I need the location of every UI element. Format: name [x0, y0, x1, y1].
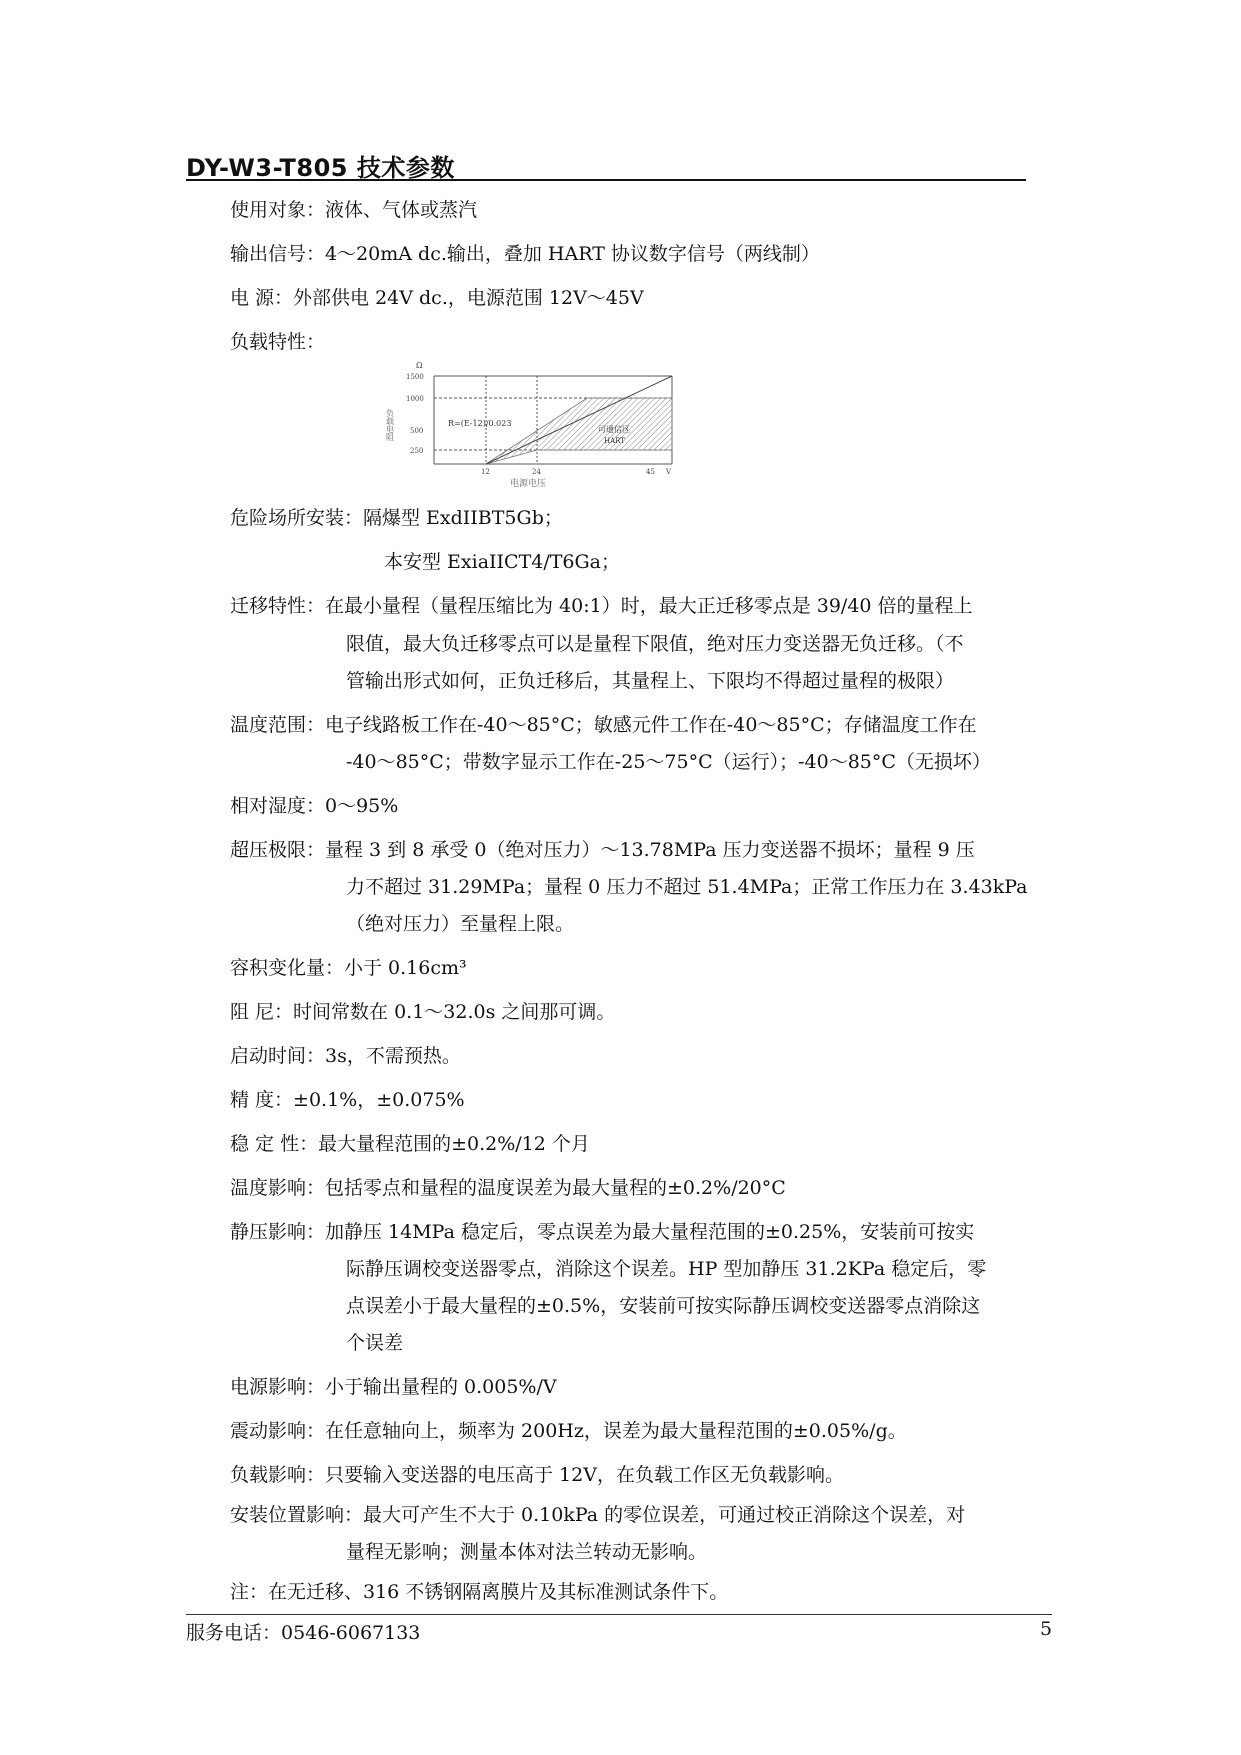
text-line: 超压极限：量程 3 到 8 承受 0（绝对压力）～13.78MPa 压力变送器不损坏；量程 9 压 [230, 839, 975, 861]
text-line: 危险场所安装：隔爆型 ExdIIBT5Gb； [230, 507, 563, 529]
text-line: 本安型 ExiaIICT4/T6Ga； [384, 551, 621, 573]
text-line: 容积变化量：小于 0.16cm³ [230, 957, 467, 979]
x-tick: 24 [532, 468, 541, 476]
load-characteristic-chart [382, 354, 684, 490]
text-line: 力不超过 31.29MPa；量程 0 压力不超过 51.4MPa；正常工作压力在 3.43kPa [346, 876, 1028, 898]
text-line: 管输出形式如何，正负迁移后，其量程上、下限均不得超过量程的极限） [346, 670, 955, 692]
text-line: 际静压调校变送器零点，消除这个误差。HP 型加静压 31.2KPa 稳定后，零 [346, 1258, 987, 1280]
text-line: 负载特性： [230, 331, 326, 353]
text-line: 精 度：±0.1%，±0.075% [230, 1089, 465, 1111]
text-line: 电 源：外部供电 24V dc.，电源范围 12V～45V [230, 287, 644, 309]
text-line: 量程无影响；测量本体对法兰转动无影响。 [346, 1541, 708, 1563]
x-unit: V [666, 468, 672, 476]
text-line: 注：在无迁移、316 不锈钢隔离膜片及其标准测试条件下。 [230, 1581, 729, 1603]
page-number: 5 [1040, 1618, 1053, 1640]
text-line: 电源影响：小于输出量程的 0.005%/V [230, 1376, 557, 1398]
y-unit: Ω [416, 361, 423, 370]
text-line: 温度影响：包括零点和量程的温度误差为最大量程的±0.2%/20°C [230, 1177, 786, 1199]
y-axis-label: 负载电阻 [385, 409, 395, 441]
text-line: 负载影响：只要输入变送器的电压高于 12V，在负载工作区无负载影响。 [230, 1464, 844, 1486]
text-line: 输出信号：4～20mA dc.输出，叠加 HART 协议数字信号（两线制） [230, 243, 820, 265]
y-tick: 1000 [406, 395, 424, 403]
footer-rule [186, 1614, 1052, 1615]
text-line: 相对湿度：0～95% [230, 795, 399, 817]
text-line: （绝对压力）至量程上限。 [346, 913, 575, 935]
text-line: 静压影响：加静压 14MPa 稳定后，零点误差为最大量程范围的±0.25%，安装前可按实 [230, 1221, 975, 1243]
y-tick: 500 [410, 427, 424, 435]
communication-region [486, 398, 672, 464]
text-line: 迁移特性：在最小量程（量程压缩比为 40:1）时，最大正迁移零点是 39/40 倍的量程上 [230, 595, 973, 617]
footer-phone: 服务电话：0546-6067133 [186, 1622, 421, 1644]
text-line: 阻 尼：时间常数在 0.1～32.0s 之间那可调。 [230, 1001, 616, 1023]
text-line: -40～85°C；带数字显示工作在-25～75°C（运行）；-40～85°C（无损坏） [346, 751, 991, 773]
x-tick: 12 [481, 468, 490, 476]
region-label: HART [604, 437, 625, 445]
formula-label: R=(E-12)/0.023 [448, 419, 512, 428]
page-title: DY-W3-T805 技术参数 [186, 154, 455, 182]
text-line: 温度范围：电子线路板工作在-40～85°C；敏感元件工作在-40～85°C；存储温度工作在 [230, 714, 977, 736]
x-tick: 45 [646, 468, 655, 476]
text-line: 限值，最大负迁移零点可以是量程下限值，绝对压力变送器无负迁移。（不 [346, 633, 964, 655]
y-tick: 1500 [406, 373, 424, 381]
text-line: 启动时间：3s，不需预热。 [230, 1045, 461, 1067]
title-rule [186, 179, 1026, 181]
text-line: 安装位置影响：最大可产生不大于 0.10kPa 的零位误差，可通过校正消除这个误差，对 [230, 1504, 966, 1526]
text-line: 震动影响：在任意轴向上，频率为 200Hz，误差为最大量程范围的±0.05%/g。 [230, 1420, 907, 1442]
text-line: 稳 定 性：最大量程范围的±0.2%/12 个月 [230, 1133, 590, 1155]
text-line: 点误差小于最大量程的±0.5%，安装前可按实际静压调校变送器零点消除这 [346, 1295, 981, 1317]
text-line: 个误差 [346, 1332, 404, 1354]
y-tick: 250 [410, 447, 424, 455]
text-line: 使用对象：液体、气体或蒸汽 [230, 199, 478, 221]
region-label: 可通信区 [598, 425, 630, 434]
x-axis-label: 电源电压 [510, 479, 547, 489]
